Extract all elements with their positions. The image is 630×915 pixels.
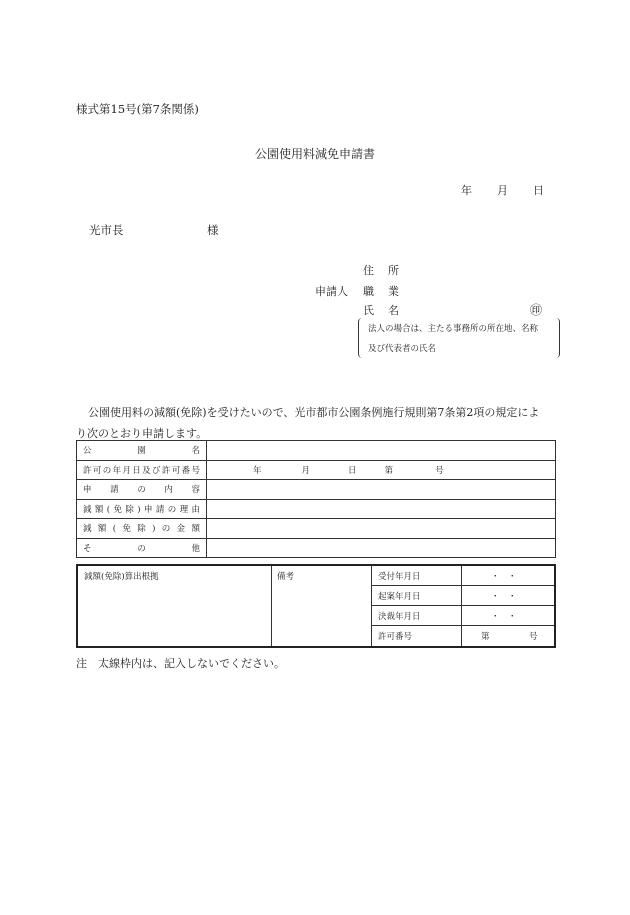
draft-date-label: 起案年月日: [378, 592, 421, 602]
addressee-honorific: 様: [207, 223, 219, 237]
permit-day-label: 日: [348, 465, 357, 476]
application-content-field[interactable]: [207, 480, 556, 500]
permit-number-label: 許可番号: [378, 632, 413, 642]
remarks-cell: [271, 566, 372, 646]
application-statement: [76, 402, 560, 444]
occupation-label-1: 職: [363, 285, 374, 298]
permit-number-prefix: 第: [481, 632, 490, 642]
statement-line-1: 公園使用料の減額(免除)を受けたいので、光市都市公園条例施行規則第7条第2項の規定によ: [88, 406, 540, 419]
approval-date-value: ・ ・: [491, 612, 517, 622]
application-content-label: 申請の内容: [77, 480, 207, 500]
occupation-label-2: 業: [388, 285, 399, 298]
other-label: その他: [77, 538, 207, 558]
list-item: [371, 586, 461, 606]
document-title: 公園使用料減免申請書: [254, 147, 375, 161]
list-item: [371, 606, 461, 626]
remarks-label: 備考: [277, 572, 295, 582]
list-item: [371, 626, 461, 646]
list-item: [461, 586, 554, 606]
name-label-1: 氏: [363, 304, 374, 317]
permit-number-suffix: 号: [529, 632, 538, 642]
permit-date-number-label: 許可の年月日及び許可番号: [77, 460, 207, 480]
calculation-basis-label: 減額(免除)算出根拠: [84, 572, 159, 582]
table-row: [77, 460, 556, 480]
address-label-1: 住: [363, 264, 374, 277]
date-year-label: 年: [461, 184, 472, 197]
list-item: [461, 606, 554, 626]
draft-date-value: ・ ・: [491, 592, 517, 602]
applicant-label: 申請人: [315, 285, 348, 298]
reduction-amount-label: 減額(免除)の金額: [77, 519, 207, 539]
permit-year-label: 年: [253, 465, 262, 476]
table-row: [77, 538, 556, 558]
corporate-note-line-1: 法人の場合は、主たる事務所の所在地、名称: [368, 324, 539, 334]
footer-note: 注 太線枠内は、記入しないでください。: [76, 657, 285, 670]
permit-month-label: 月: [301, 465, 311, 476]
name-label-2: 名: [388, 304, 399, 317]
list-item: [461, 566, 554, 586]
office-item-values: [461, 566, 554, 646]
park-name-field[interactable]: [207, 441, 556, 461]
corporate-note-line-2: 及び代表者の氏名: [368, 344, 437, 354]
table-row: [77, 480, 556, 500]
table-row: [77, 499, 556, 519]
receipt-date-value: ・ ・: [491, 572, 517, 582]
receipt-date-label: 受付年月日: [378, 572, 421, 582]
addressee-name: 光市長: [89, 223, 124, 237]
permit-go-label: 号: [435, 465, 444, 476]
calculation-basis-cell: [78, 566, 272, 646]
corporate-note-bracket: [358, 318, 560, 358]
reduction-amount-field[interactable]: [207, 519, 556, 539]
date-day-label: 日: [533, 184, 544, 197]
other-field[interactable]: [207, 538, 556, 558]
list-item: [461, 626, 554, 646]
seal-mark: ㊞: [530, 303, 543, 317]
statement-line-2: り次のとおり申請します。: [76, 427, 208, 440]
table-row: [77, 519, 556, 539]
reduction-reason-label: 減額(免除)申請の理由: [77, 499, 207, 519]
form-number: 様式第15号(第7条関係): [76, 102, 199, 116]
table-row: [77, 441, 556, 461]
reduction-reason-field[interactable]: [207, 499, 556, 519]
application-table: [76, 440, 556, 558]
office-use-box: [76, 564, 556, 648]
list-item: [371, 566, 461, 586]
approval-date-label: 決裁年月日: [378, 612, 421, 622]
address-label-2: 所: [388, 264, 399, 277]
permit-date-number-field[interactable]: [207, 460, 556, 480]
date-month-label: 月: [497, 184, 508, 197]
park-name-label: 公園名: [77, 441, 207, 461]
office-item-labels: [371, 566, 462, 646]
permit-dai-label: 第: [384, 465, 394, 476]
